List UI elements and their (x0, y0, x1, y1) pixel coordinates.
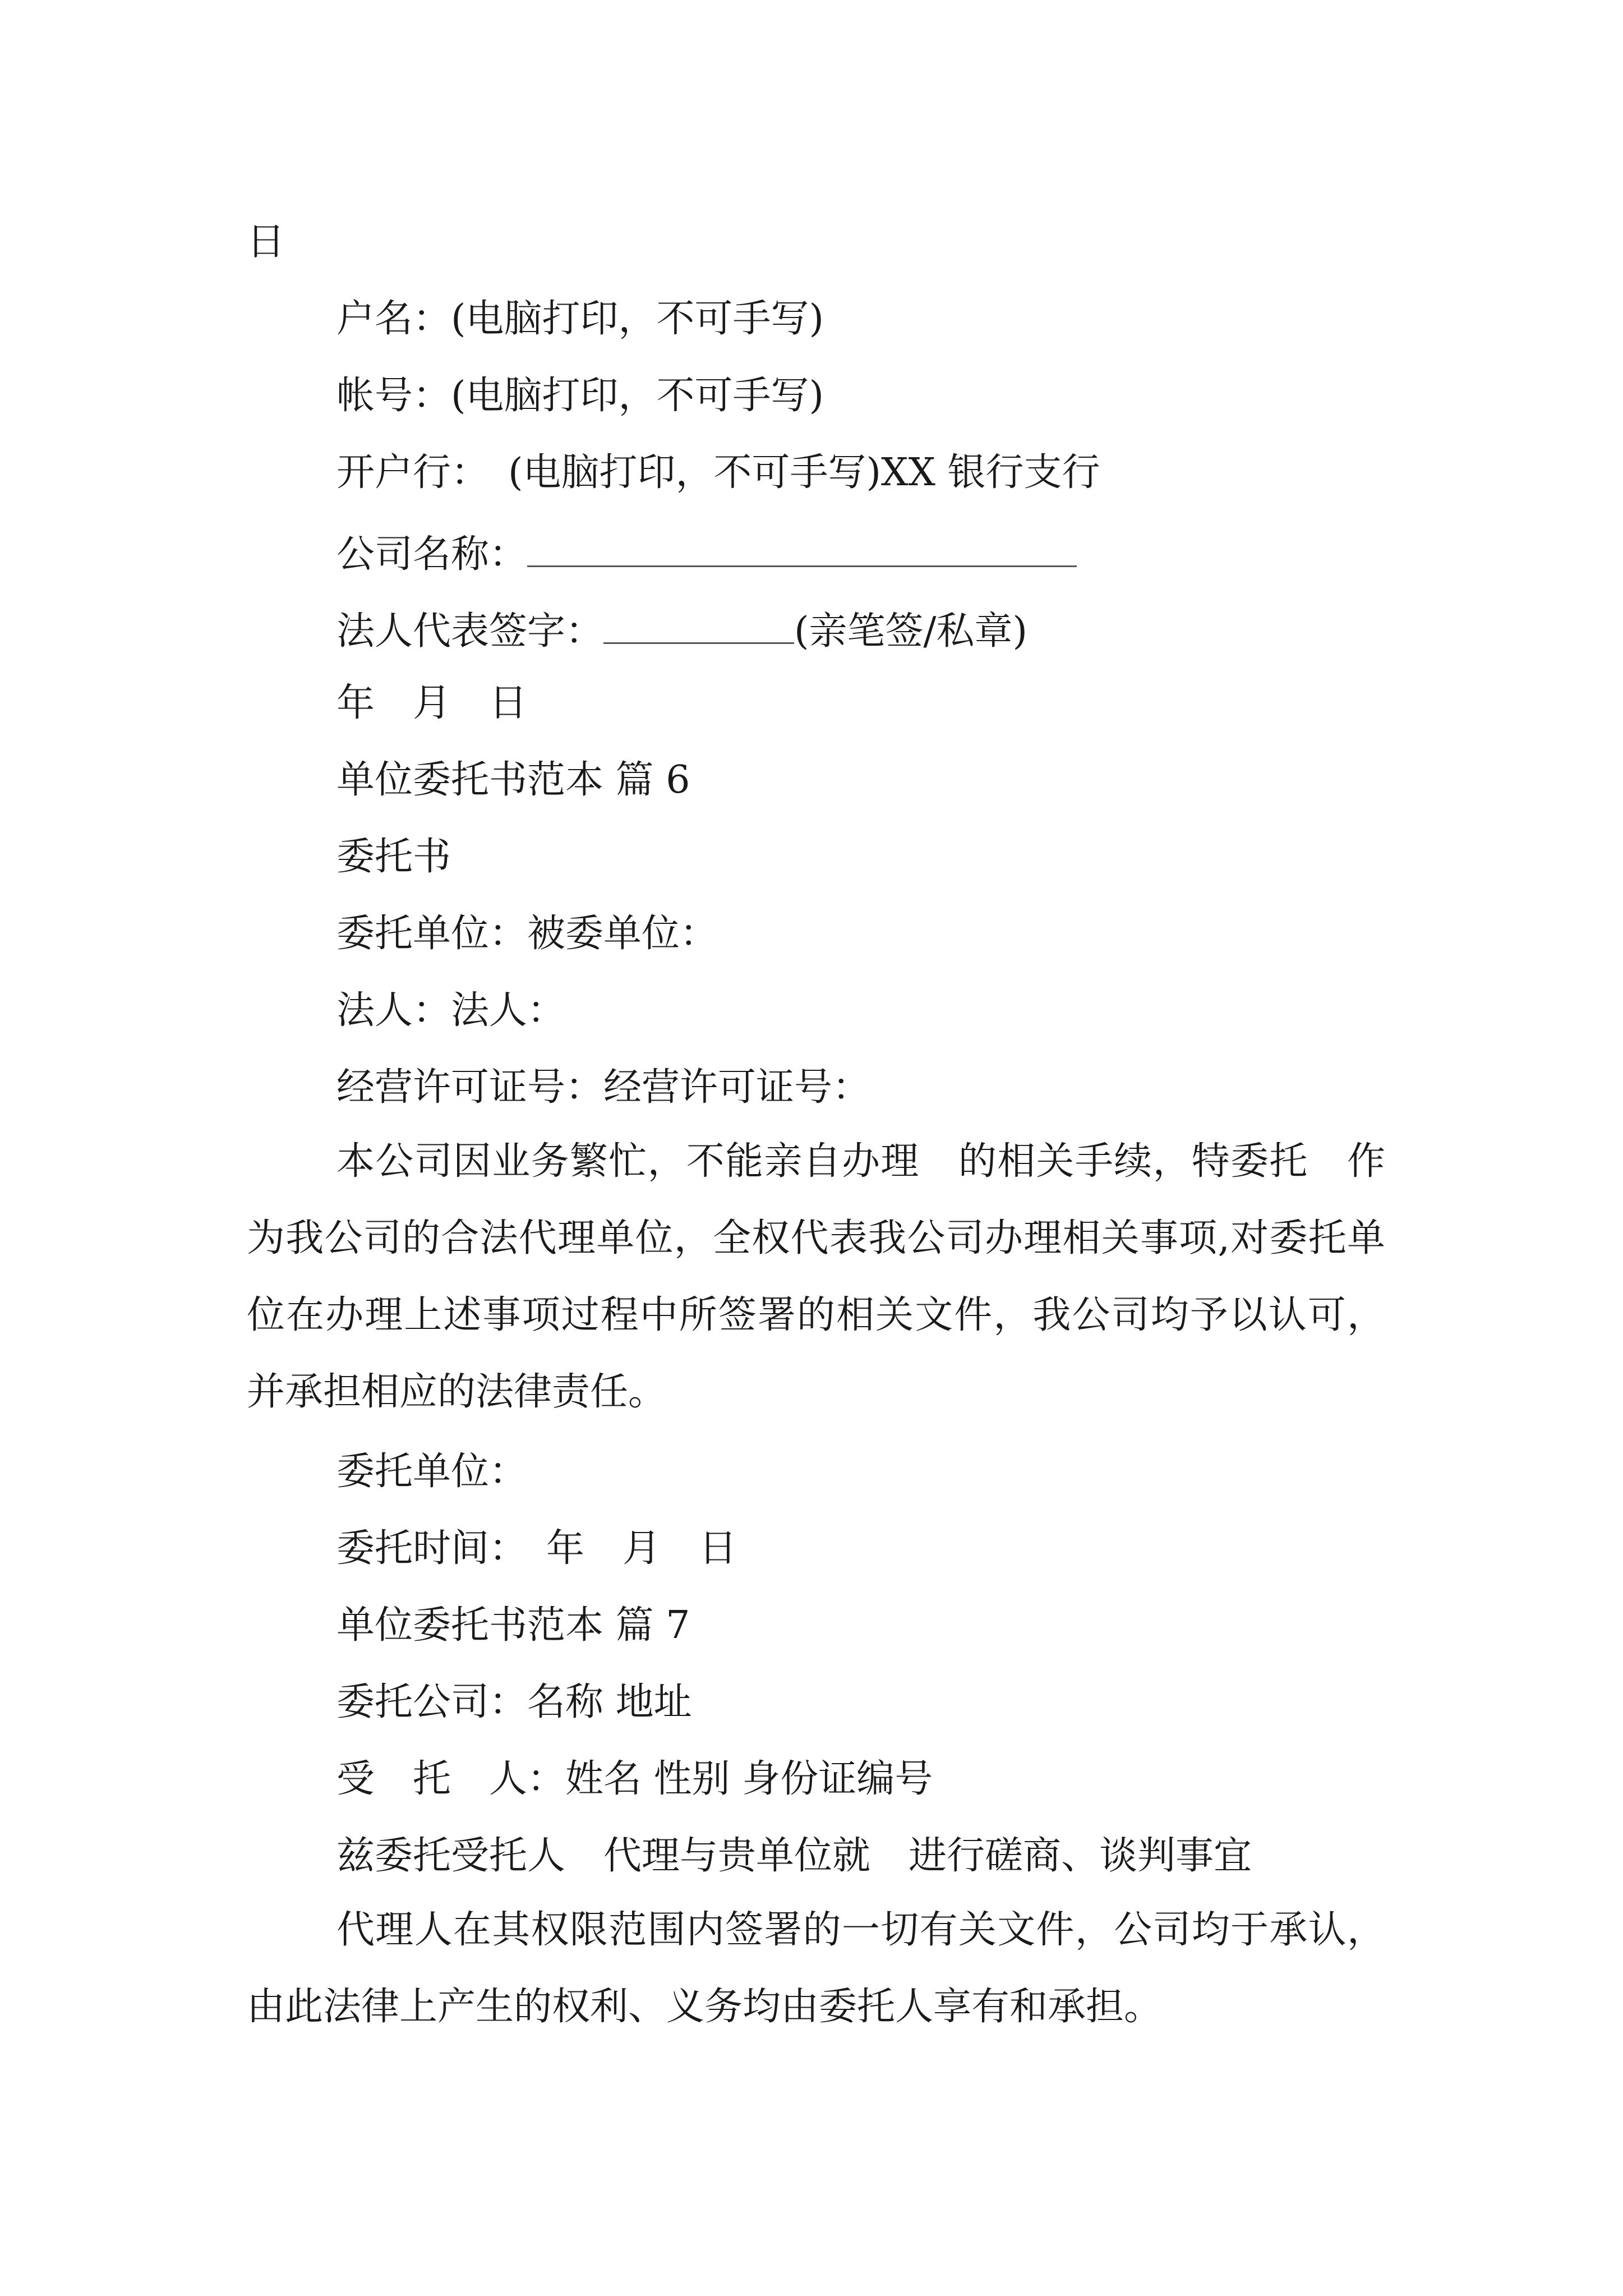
line-account-name: 户名：(电脑打印，不可手写) (336, 297, 824, 341)
line-license-numbers: 经营许可证号：经营许可证号： (336, 1065, 871, 1110)
line-entrusting-unit: 委托单位： (336, 1450, 528, 1494)
line-account-number: 帐号：(电脑打印，不可手写) (336, 374, 824, 418)
company-name-blank (527, 531, 1077, 567)
line-bank: 开户行： (电脑打印，不可手写)XX 银行支行 (336, 450, 1100, 495)
paragraph-agent-authority: 代理人在其权限范围内签署的一切有关文件，公司均于承认，由此法律上产生的权利、义务均由委托人享有和承担。 (247, 1908, 1385, 2029)
line-entrust-statement: 兹委托受托人 代理与贵单位就 进行磋商、谈判事宜 (336, 1834, 1252, 1878)
legal-rep-label: 法人代表签字： (336, 609, 604, 654)
section-heading-6: 单位委托书范本 篇 6 (336, 758, 690, 802)
doc-title: 委托书 (336, 835, 451, 879)
signature-blank (603, 608, 794, 644)
line-legal-persons: 法人：法人： (336, 988, 566, 1033)
line-company-name (336, 531, 1399, 577)
signature-suffix: (亲笔签/私章) (794, 609, 1027, 654)
paragraph-authorization: 本公司因业务繁忙，不能亲自办理 的相关手续，特委托 作为我公司的合法代理单位，全权代表我公司办理相关事项,对委托单位在办理上述事项过程中所签署的相关文件，我公司均予以认可，并承担相应的法律责任。 (247, 1139, 1385, 1414)
section-heading-7: 单位委托书范本 篇 7 (336, 1603, 690, 1648)
line-units: 委托单位：被委单位： (336, 912, 718, 956)
line-legal-rep-signature (336, 608, 1399, 654)
line-day: 日 (247, 220, 285, 264)
line-entrust-time: 委托时间： 年 月 日 (336, 1526, 737, 1571)
company-name-label: 公司名称： (336, 532, 528, 577)
line-date: 年 月 日 (336, 681, 528, 725)
line-trustee: 受 托 人：姓名 性别 身份证编号 (336, 1757, 933, 1801)
line-entrusting-company: 委托公司：名称 地址 (336, 1680, 692, 1724)
